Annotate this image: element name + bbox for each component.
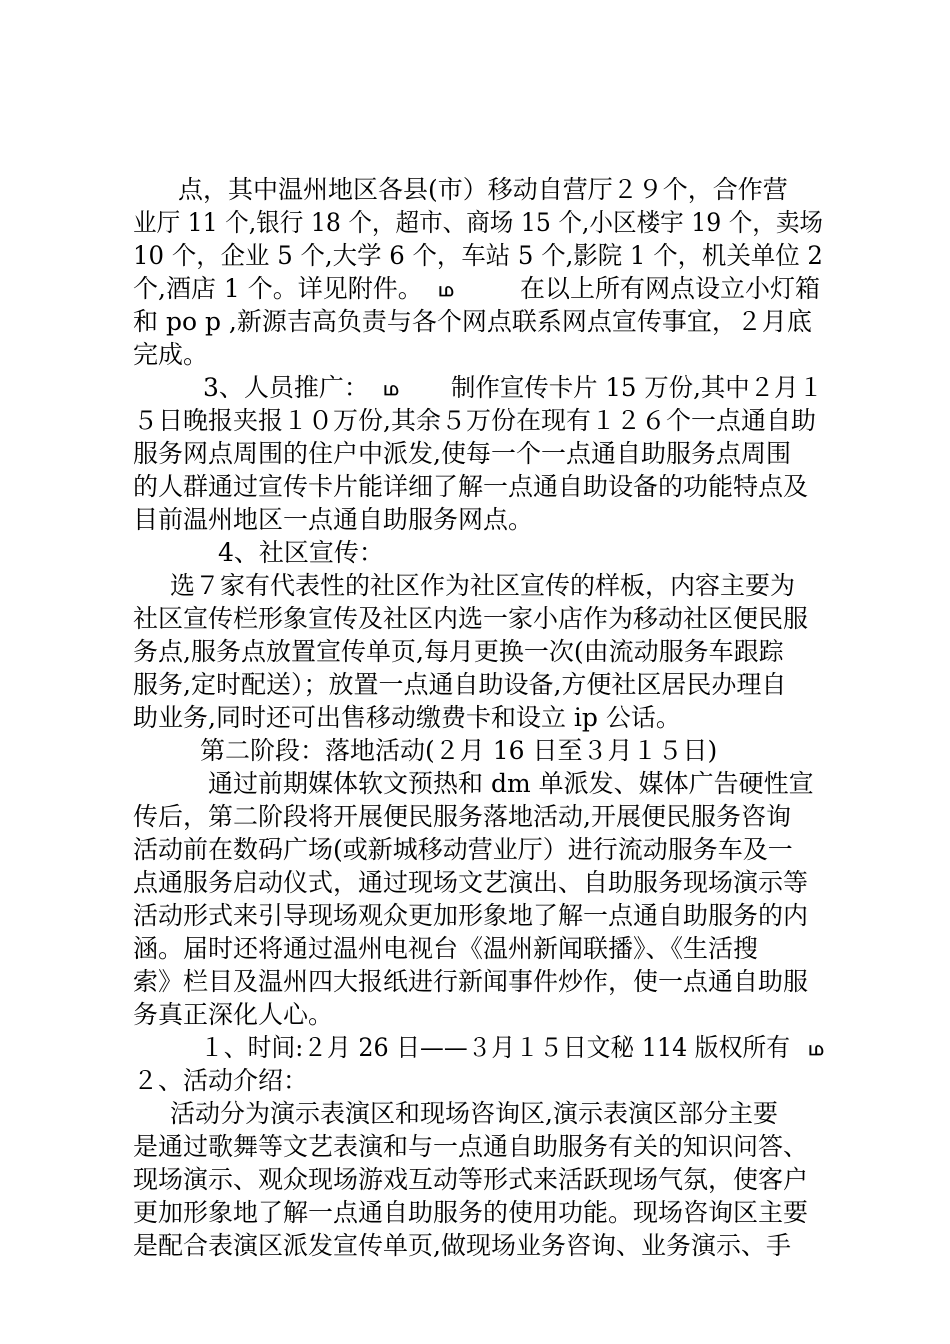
bullet-mark: ம — [383, 376, 400, 400]
text-line: 通过前期媒体软文预热和 dm 单派发、媒体广告硬性宣 — [208, 769, 814, 798]
text-line: 个,酒店 1 个。详见附件。 — [133, 274, 423, 303]
text-line: 和 po p ,新源吉高负责与各个网点联系网点宣传事宜，２月底 — [133, 307, 812, 336]
text-line: 选７家有代表性的社区作为社区宣传的样板，内容主要为 — [170, 571, 796, 600]
section-heading: 第二阶段：落地活动(２月 16 日至３月１５日) — [200, 736, 718, 765]
text-line: 3、人员推广： — [203, 373, 369, 402]
text-line: 服务网点周围的住户中派发,使每一个一点通自助服务点周围 — [133, 439, 791, 468]
text-line: 助业务,同时还可出售移动缴费卡和设立 ip 公话。 — [133, 703, 681, 732]
text-line: 涵。届时还将通过温州电视台《温州新闻联播》、《生活搜 — [133, 934, 759, 963]
text-line: 是配合表演区派发宣传单页,做现场业务咨询、业务演示、手 — [133, 1231, 791, 1260]
text-line: 是通过歌舞等文艺表演和与一点通自助服务有关的知识问答、 — [133, 1132, 809, 1161]
text-line: 在以上所有网点设立小灯箱 — [520, 274, 820, 303]
text-line: １、时间:２月 26 日——３月１５日文秘 114 版权所有 — [200, 1033, 791, 1062]
text-line: 活动形式来引导现场观众更加形象地了解一点通自助服务的内 — [133, 901, 809, 930]
text-line: 10 个，企业 5 个,大学 6 个，车站 5 个,影院 1 个，机关单位 2 — [133, 241, 823, 270]
text-line: 完成。 — [133, 340, 209, 369]
text-line: 4、社区宣传： — [218, 538, 384, 567]
bullet-mark: ம — [438, 277, 455, 301]
text-line: ２、活动介绍： — [133, 1066, 309, 1095]
text-line: 传后，第二阶段将开展便民服务落地活动,开展便民服务咨询 — [133, 802, 791, 831]
text-line: 活动分为演示表演区和现场咨询区,演示表演区部分主要 — [170, 1099, 778, 1128]
bullet-mark: ம — [808, 1036, 825, 1060]
text-line: 制作宣传卡片 15 万份,其中２月１ — [451, 373, 824, 402]
text-line: 业厅 11 个,银行 18 个，超市、商场 15 个,小区楼宇 19 个，卖场 — [133, 208, 824, 237]
text-line: 点通服务启动仪式，通过现场文艺演出、自助服务现场演示等 — [133, 868, 809, 897]
text-line: 索》栏目及温州四大报纸进行新闻事件炒作，使一点通自助服 — [133, 967, 809, 996]
text-line: 务真正深化人心。 — [133, 1000, 334, 1029]
text-line: 服务,定时配送）；放置一点通自助设备,方便社区居民办理自 — [133, 670, 787, 699]
text-line: 社区宣传栏形象宣传及社区内选一家小店作为移动社区便民服 — [133, 604, 809, 633]
text-line: 目前温州地区一点通自助服务网点。 — [133, 505, 534, 534]
text-line: 现场演示、观众现场游戏互动等形式来活跃现场气氛，使客户 — [133, 1165, 809, 1194]
text-line: 务点,服务点放置宣传单页,每月更换一次(由流动服务车跟踪 — [133, 637, 784, 666]
text-line: 点，其中温州地区各县(市）移动自营厅２９个，合作营 — [178, 175, 788, 204]
text-line: 的人群通过宣传卡片能详细了解一点通自助设备的功能特点及 — [133, 472, 809, 501]
text-line: ５日晚报夹报１０万份,其余５万份在现有１２６个一点通自助 — [133, 406, 816, 435]
text-line: 更加形象地了解一点通自助服务的使用功能。现场咨询区主要 — [133, 1198, 809, 1227]
text-line: 活动前在数码广场(或新城移动营业厅）进行流动服务车及一 — [133, 835, 793, 864]
